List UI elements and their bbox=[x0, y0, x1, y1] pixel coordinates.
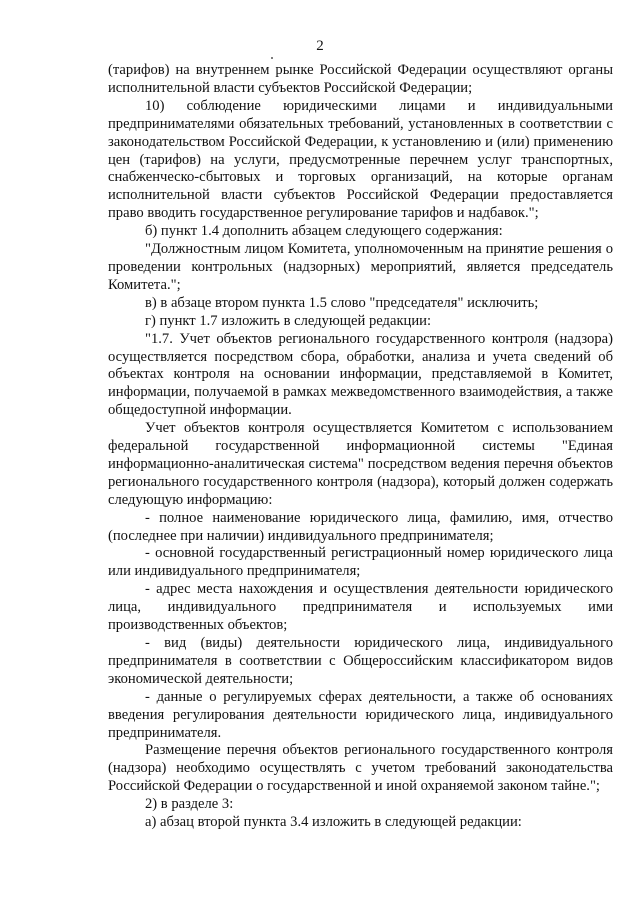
paragraph: Учет объектов контроля осуществляется Комитетом с использованием федеральной государственной информационной системы "Единая информационно-аналитическая система" посредством ведения перечня объектов регионального государственного контроля (надзора), который должен содержать следующую информацию: bbox=[108, 420, 613, 508]
document-body bbox=[108, 62, 613, 832]
paragraph: Размещение перечня объектов регионального государственного контроля (надзора) необходимо осуществлять с учетом требований законодательства Российской Федерации о государственной и иной охраняемой законом тайне."; bbox=[108, 742, 613, 795]
paragraph: 10) соблюдение юридическими лицами и индивидуальными предпринимателями обязательных требований, установленных в соответствии с законодательством Российской Федерации, к установлению и (или) применению цен (тарифов) на услуги, предусмотренные перечнем услуг транспортных, снабженческо-сбытовых и торговых организаций, на которые органам исполнительной власти субъектов Российской Федерации предоставляется право вводить государственное регулирование тарифов и надбавок."; bbox=[108, 97, 613, 222]
scan-speck bbox=[271, 57, 273, 59]
paragraph: "1.7. Учет объектов регионального государственного контроля (надзора) осуществляется посредством сбора, обработки, анализа и учета сведений об объектах контроля на основании информации, представляемой в Комитет, информации, получаемой в рамках межведомственного взаимодействия, а также общедоступной информации. bbox=[108, 330, 613, 419]
page-number: 2 bbox=[316, 38, 324, 54]
paragraph: 2) в разделе 3: bbox=[145, 796, 234, 813]
paragraph: "Должностным лицом Комитета, уполномоченным на принятие решения о проведении контрольных (надзорных) мероприятий, является председатель Комитета."; bbox=[108, 241, 613, 293]
list-item: - данные о регулируемых сферах деятельности, а также об основаниях введения регулирования деятельности юридического лица, индивидуального предпринимателя. bbox=[108, 688, 613, 741]
list-item: - основной государственный регистрационный номер юридического лица или индивидуального предпринимателя; bbox=[108, 545, 613, 580]
paragraph: б) пункт 1.4 дополнить абзацем следующего содержания: bbox=[145, 223, 503, 240]
paragraph: в) в абзаце втором пункта 1.5 слово "председателя" исключить; bbox=[145, 294, 539, 311]
list-item: - адрес места нахождения и осуществления деятельности юридического лица, индивидуального предпринимателя и используемых ими производственных объектов; bbox=[108, 581, 613, 634]
paragraph: г) пункт 1.7 изложить в следующей редакции: bbox=[145, 312, 432, 329]
list-item: - вид (виды) деятельности юридического лица, индивидуального предпринимателя в соответствии с Общероссийским классификатором видов экономической деятельности; bbox=[108, 635, 613, 687]
list-item: - полное наименование юридического лица, фамилию, имя, отчество (последнее при наличии) индивидуального предпринимателя; bbox=[108, 509, 613, 544]
paragraph: (тарифов) на внутреннем рынке Российской Федерации осуществляют органы исполнительной власти субъектов Российской Федерации; bbox=[108, 62, 613, 96]
paragraph: а) абзац второй пункта 3.4 изложить в следующей редакции: bbox=[145, 814, 522, 831]
